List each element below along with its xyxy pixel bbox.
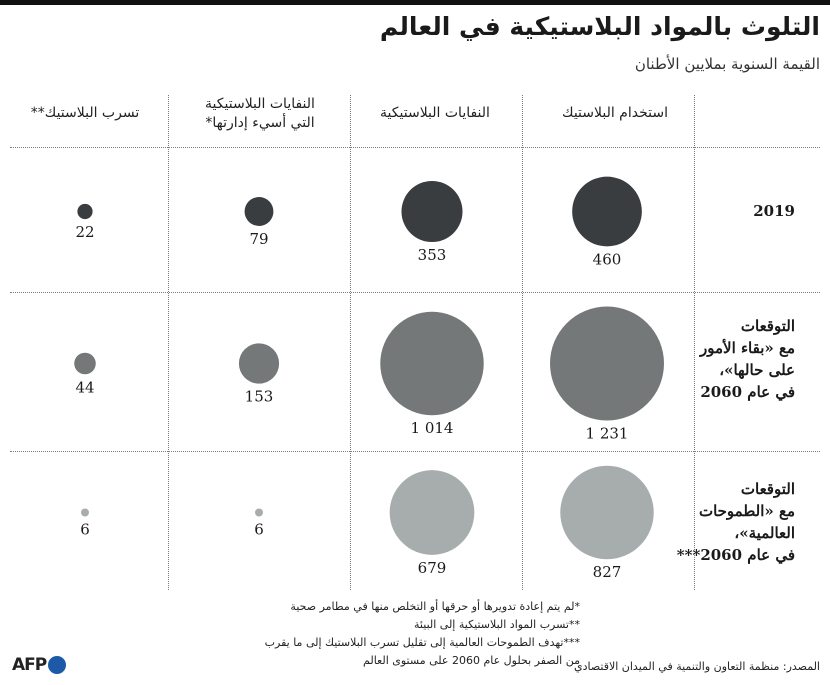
bubble-row1-waste	[401, 181, 462, 242]
bubble-row2-waste	[380, 312, 483, 415]
footnote: **تسرب المواد البلاستيكية إلى البيئة	[414, 618, 580, 631]
column-header-line: التي أسيء إدارتها*	[205, 115, 315, 131]
bubble-row2-use	[550, 307, 664, 421]
bubble-value-label: 460	[592, 250, 622, 269]
bubble-value-label: 79	[249, 229, 269, 248]
footnotes	[265, 598, 580, 670]
column-header-line: تسرب البلاستيك**	[30, 105, 140, 121]
bubble-row3-leakage	[81, 509, 89, 517]
bubble-value-label: 6	[254, 520, 264, 539]
row-label-line: على حالها»،	[719, 361, 795, 379]
row-label-line: التوقعات	[740, 317, 795, 335]
bubble-value-label: 353	[417, 246, 447, 265]
chart-title: التلوث بالمواد البلاستيكية في العالم	[379, 12, 820, 41]
source-note: المصدر: منظمة التعاون والتنمية في الميدان الاقتصادي	[573, 660, 820, 673]
bubble-value-label: 827	[592, 563, 622, 582]
column-header-line: النفايات البلاستيكية	[205, 96, 315, 112]
row-label-line: مع «الطموحات	[698, 502, 795, 520]
bubble-row3-waste	[390, 470, 475, 555]
footnote: ***تهدف الطموحات العالمية إلى تقليل تسرب البلاستيك إلى ما يقرب	[264, 636, 580, 649]
bubble-row1-leakage	[77, 204, 92, 219]
row-label-line: مع «بقاء الأمور	[700, 339, 795, 357]
bubble-value-label: 679	[417, 558, 447, 577]
bubble-value-label: 44	[75, 378, 95, 397]
bubble-value-label: 22	[75, 223, 95, 242]
chart-subtitle: القيمة السنوية بملايين الأطنان	[634, 55, 820, 73]
bubble-value-label: 1 231	[585, 424, 629, 443]
bubble-row2-leakage	[74, 353, 96, 375]
bubble-value-label: 6	[80, 520, 90, 539]
footnote: من الصفر بحلول عام 2060 على مستوى العالم	[363, 654, 580, 667]
column-header-line: النفايات البلاستيكية	[380, 105, 490, 121]
bubble-row1-use	[572, 177, 642, 247]
row-label-line: التوقعات	[740, 480, 795, 498]
bubble-row3-use	[560, 466, 653, 559]
row-label-line: في عام 2060	[700, 383, 795, 401]
bubble-row2-mismanaged	[239, 343, 279, 383]
row-label-line: العالمية»،	[734, 524, 795, 542]
bubble-value-label: 153	[244, 387, 274, 406]
bubble-row3-mismanaged	[255, 509, 263, 517]
afp-logo	[12, 655, 66, 675]
afp-logo-dot-icon	[48, 656, 66, 674]
afp-logo-text: AFP	[12, 655, 47, 675]
footnote: *لم يتم إعادة تدويرها أو حرقها أو التخلص منها في مطامر صحية	[290, 600, 580, 613]
row-label-line: 2019	[753, 202, 795, 220]
bubble-row1-mismanaged	[245, 197, 274, 226]
column-header-line: استخدام البلاستيك	[562, 105, 668, 121]
bubble-value-label: 1 014	[410, 419, 454, 438]
row-label-line: في عام 2060***	[676, 546, 795, 564]
